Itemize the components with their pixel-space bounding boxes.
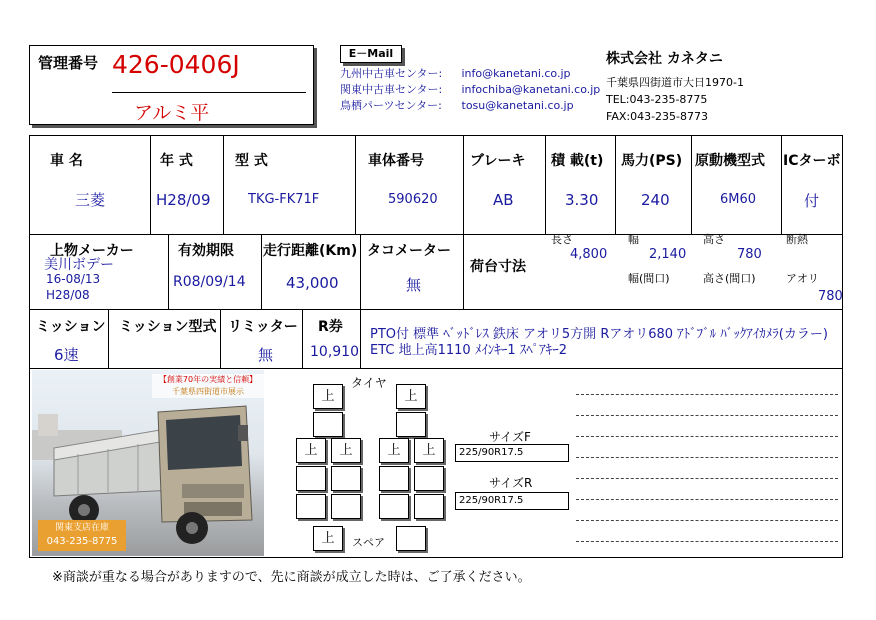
- tyre-rear-left-inner: [331, 438, 361, 463]
- contact-label: 鳥栖パーツセンター:: [340, 99, 442, 112]
- contact-label: 九州中古車センター:: [340, 67, 443, 80]
- management-divider: [112, 92, 306, 93]
- mileage-label: 走行距離(Km): [263, 243, 358, 259]
- maker-value: 美川ボデー: [44, 257, 114, 273]
- gate-label: アオリ: [786, 272, 819, 285]
- height-label: 高さ: [703, 233, 725, 246]
- cargo-dimensions-label: 荷台寸法: [470, 259, 526, 275]
- tacho-label: タコメーター: [367, 243, 451, 259]
- tyre-rear3-left-inner: [331, 494, 361, 519]
- badge-line1: 関東支店在庫: [54, 523, 109, 533]
- maker-date2: H28/08: [46, 288, 90, 302]
- spec-table: [29, 135, 843, 558]
- tyre-label: 上: [387, 443, 401, 458]
- company-address: 千葉県四街道市大日1970-1: [606, 76, 744, 89]
- tyre-rear3-right-outer: [414, 494, 444, 519]
- tyre-rear2-left-outer: [296, 466, 326, 491]
- gate-value: 780: [818, 289, 843, 304]
- inner-width-label: 幅(間口): [628, 272, 670, 285]
- tyre-rear2-right-inner: [379, 466, 409, 491]
- company-block: [606, 48, 744, 125]
- tyre-front-right-2: [396, 412, 426, 437]
- width-value: 2,140: [649, 247, 687, 262]
- note-line: [576, 499, 838, 500]
- tyre-title: タイヤ: [351, 376, 387, 390]
- validity-value: R08/09/14: [173, 274, 246, 290]
- badge-line2: 043-235-8775: [46, 536, 118, 547]
- tyre-spare-2: [396, 526, 426, 551]
- tyre-label: 上: [321, 389, 335, 404]
- size-f-box: [455, 444, 569, 462]
- banner-line2: 千葉県四街道市展示: [172, 387, 244, 396]
- tyre-front-right: [396, 384, 426, 409]
- size-r-box: [455, 492, 569, 510]
- size-r-value: 225/90R17.5: [459, 495, 524, 506]
- header-chassis: 車体番号: [368, 153, 424, 169]
- email-title: E－Mail: [348, 47, 394, 60]
- mission-label: ミッション: [36, 319, 106, 335]
- tyre-rear2-left-inner: [331, 466, 361, 491]
- truck-photo: [32, 370, 264, 556]
- value-turbo: 付: [804, 192, 820, 210]
- tyre-rear-left-outer: [296, 438, 326, 463]
- management-box: [29, 45, 314, 125]
- header-engine: 原動機型式: [695, 153, 765, 169]
- insulation-label: 断熱: [786, 233, 808, 246]
- maker-label: 上物メーカー: [50, 243, 134, 259]
- company-fax: FAX:043-235-8773: [606, 110, 709, 123]
- value-hp: 240: [641, 191, 670, 209]
- header-car-name: 車 名: [50, 153, 83, 169]
- header-brake: ブレーキ: [470, 153, 526, 169]
- footer-note: ※商談が重なる場合がありますので、先に商談が成立した時は、ご了承ください。: [52, 570, 531, 585]
- body-type: アルミ平: [134, 102, 210, 124]
- size-f-value: 225/90R17.5: [459, 447, 524, 458]
- email-title-box: [340, 45, 402, 63]
- tyre-rear-right-inner: [379, 438, 409, 463]
- value-load: 3.30: [565, 191, 599, 209]
- height-value: 780: [737, 247, 762, 262]
- r-value: 10,910: [310, 344, 359, 360]
- header-turbo: ICターボ: [783, 153, 841, 169]
- value-year: H28/09: [156, 191, 211, 209]
- note-line: [576, 457, 838, 458]
- size-r-label: サイズR: [489, 476, 533, 490]
- width-label: 幅: [628, 233, 639, 246]
- banner-line1: 【創業70年の実績と信頼】: [158, 375, 258, 384]
- contact-tosu: [340, 98, 600, 114]
- contact-list: [340, 66, 600, 114]
- note-line: [576, 415, 838, 416]
- company-name: 株式会社 カネタニ: [606, 51, 723, 67]
- tyre-rear3-left-outer: [296, 494, 326, 519]
- limiter-label: リミッター: [228, 319, 298, 335]
- note-line: [576, 478, 838, 479]
- management-number: 426-0406J: [112, 50, 240, 79]
- tyre-front-left-2: [313, 412, 343, 437]
- note-line: [576, 520, 838, 521]
- spare-label: スペア: [352, 536, 385, 549]
- tyre-label: 上: [321, 531, 335, 546]
- company-tel: TEL:043-235-8775: [606, 93, 708, 106]
- value-model: TKG-FK71F: [248, 192, 320, 207]
- tyre-label: 上: [339, 443, 353, 458]
- validity-label: 有効期限: [178, 243, 234, 259]
- note-line: [576, 394, 838, 395]
- mission-type-label: ミッション型式: [119, 319, 217, 335]
- header-year: 年 式: [160, 153, 193, 169]
- tyre-rear3-right-inner: [379, 494, 409, 519]
- mileage-value: 43,000: [286, 274, 339, 292]
- contact-email[interactable]: info@kanetani.co.jp: [461, 67, 571, 80]
- notes: PTO付 標準 ﾍﾞｯﾄﾞﾚｽ 鉄床 アオリ5方開 Rアオリ680 ｱﾄﾞﾌﾞﾙ ﾊﾞｯｸｱｲｶﾒﾗ(カラー) ETC 地上高1110 ﾒｲﾝｷｰ1 ｽﾍﾟｱｷｰ2: [370, 327, 828, 358]
- length-value: 4,800: [570, 247, 608, 262]
- header-model: 型 式: [235, 153, 268, 169]
- contact-email[interactable]: infochiba@kanetani.co.jp: [461, 83, 601, 96]
- management-label: 管理番号: [38, 54, 99, 72]
- value-brake: AB: [493, 191, 514, 209]
- value-chassis: 590620: [388, 192, 438, 207]
- contact-email[interactable]: tosu@kanetani.co.jp: [461, 99, 574, 112]
- contact-kyushu: [340, 66, 600, 82]
- contact-label: 関東中古車センター:: [340, 83, 443, 96]
- tyre-rear-right-outer: [414, 438, 444, 463]
- tacho-value: 無: [406, 276, 422, 294]
- contact-kanto: [340, 82, 600, 98]
- tyre-spare-1: [313, 526, 343, 551]
- note-line: [576, 436, 838, 437]
- r-label: R券: [318, 319, 343, 335]
- header-hp: 馬力(PS): [621, 153, 683, 169]
- length-label: 長さ: [551, 233, 573, 246]
- note-line: [576, 541, 838, 542]
- tyre-rear2-right-outer: [414, 466, 444, 491]
- size-f-label: サイズF: [489, 430, 531, 444]
- tyre-front-left: [313, 384, 343, 409]
- inner-height-label: 高さ(間口): [703, 272, 756, 285]
- tyre-label: 上: [404, 389, 418, 404]
- value-engine: 6M60: [720, 192, 757, 207]
- photo-badge: [38, 520, 126, 551]
- header-load: 積 載(t): [551, 153, 604, 169]
- limiter-value: 無: [258, 346, 274, 364]
- maker-date1: 16-08/13: [46, 272, 101, 286]
- tyre-label: 上: [304, 443, 318, 458]
- mission-value: 6速: [54, 346, 79, 364]
- photo-banner: [152, 374, 264, 398]
- tyre-label: 上: [422, 443, 436, 458]
- value-car-name: 三菱: [75, 191, 106, 209]
